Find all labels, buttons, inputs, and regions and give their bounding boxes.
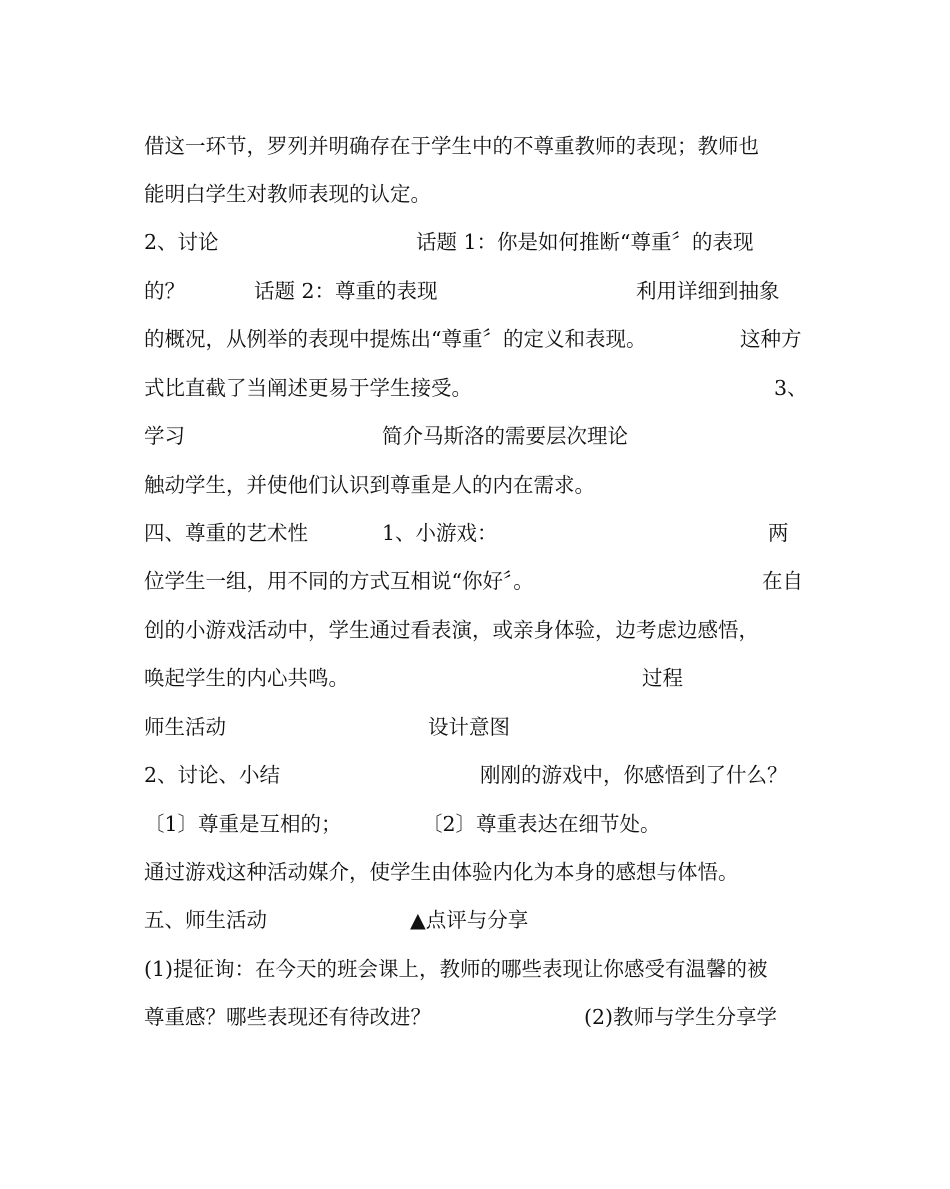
text-line — [144, 804, 814, 844]
text-line — [144, 949, 814, 989]
text-line — [144, 465, 814, 505]
text-line — [144, 126, 814, 166]
text-segment: 1、小游戏： — [382, 521, 498, 545]
text-segment: 唤起学生的内心共鸣。 — [144, 666, 349, 690]
text-line — [144, 271, 814, 311]
text-line — [144, 174, 814, 214]
text-line — [144, 610, 814, 650]
text-segment: 刚刚的游戏中，你感悟到了什么？ — [480, 763, 788, 787]
text-segment: 师生活动 — [144, 715, 226, 739]
text-segment: 能明白学生对教师表现的认定。 — [144, 182, 431, 206]
text-segment: 在自 — [762, 569, 803, 593]
text-segment: 〔2〕尊重表达在细节处。 — [422, 812, 661, 836]
text-line — [144, 561, 814, 601]
text-segment: 触动学生，并使他们认识到尊重是人的内在需求。 — [144, 473, 595, 497]
text-line — [144, 852, 814, 892]
text-segment: 四、尊重的艺术性 — [144, 521, 308, 545]
text-segment: 的？ — [144, 279, 185, 303]
text-segment: 话题 1：你是如何推断“尊重〞的表现 — [416, 230, 754, 254]
text-segment: (2)教师与学生分享学 — [584, 1005, 778, 1029]
text-segment: 设计意图 — [428, 715, 510, 739]
text-line — [144, 997, 814, 1037]
text-segment: 创的小游戏活动中，学生通过看表演，或亲身体验，边考虑边感悟， — [144, 618, 759, 642]
text-segment: 〔1〕尊重是互相的； — [144, 812, 342, 836]
text-segment: 位学生一组，用不同的方式互相说“你好〞。 — [144, 569, 534, 593]
text-line — [144, 368, 814, 408]
text-segment: 学习 — [144, 424, 185, 448]
text-line — [144, 755, 814, 795]
text-segment: ▲点评与分享 — [410, 908, 529, 932]
text-line — [144, 658, 814, 698]
text-segment: 五、师生活动 — [144, 908, 267, 932]
text-segment: 利用详细到抽象 — [636, 279, 780, 303]
text-segment: 这种方 — [740, 327, 802, 351]
text-segment: 话题 2：尊重的表现 — [254, 279, 438, 303]
text-segment: (1)提征询：在今天的班会课上，教师的哪些表现让你感受有温馨的被 — [144, 957, 768, 981]
text-segment: 简介马斯洛的需要层次理论 — [382, 424, 628, 448]
text-segment: 2、讨论、小结 — [144, 763, 281, 787]
text-segment: 借这一环节，罗列并明确存在于学生中的不尊重教师的表现；教师也 — [144, 134, 759, 158]
text-segment: 的概况，从例举的表现中提炼出“尊重〞的定义和表现。 — [144, 327, 647, 351]
text-line — [144, 319, 814, 359]
text-line — [144, 707, 814, 747]
text-segment: 两 — [768, 521, 789, 545]
text-segment: 尊重感？哪些表现还有待改进？ — [144, 1005, 431, 1029]
text-line — [144, 513, 814, 553]
text-segment: 3、 — [774, 376, 808, 400]
text-line — [144, 900, 814, 940]
text-line — [144, 416, 814, 456]
text-segment: 过程 — [642, 666, 683, 690]
text-segment: 式比直截了当阐述更易于学生接受。 — [144, 376, 472, 400]
text-segment: 通过游戏这种活动媒介，使学生由体验内化为本身的感想与体悟。 — [144, 860, 739, 884]
text-line — [144, 222, 814, 262]
text-segment: 2、讨论 — [144, 230, 219, 254]
